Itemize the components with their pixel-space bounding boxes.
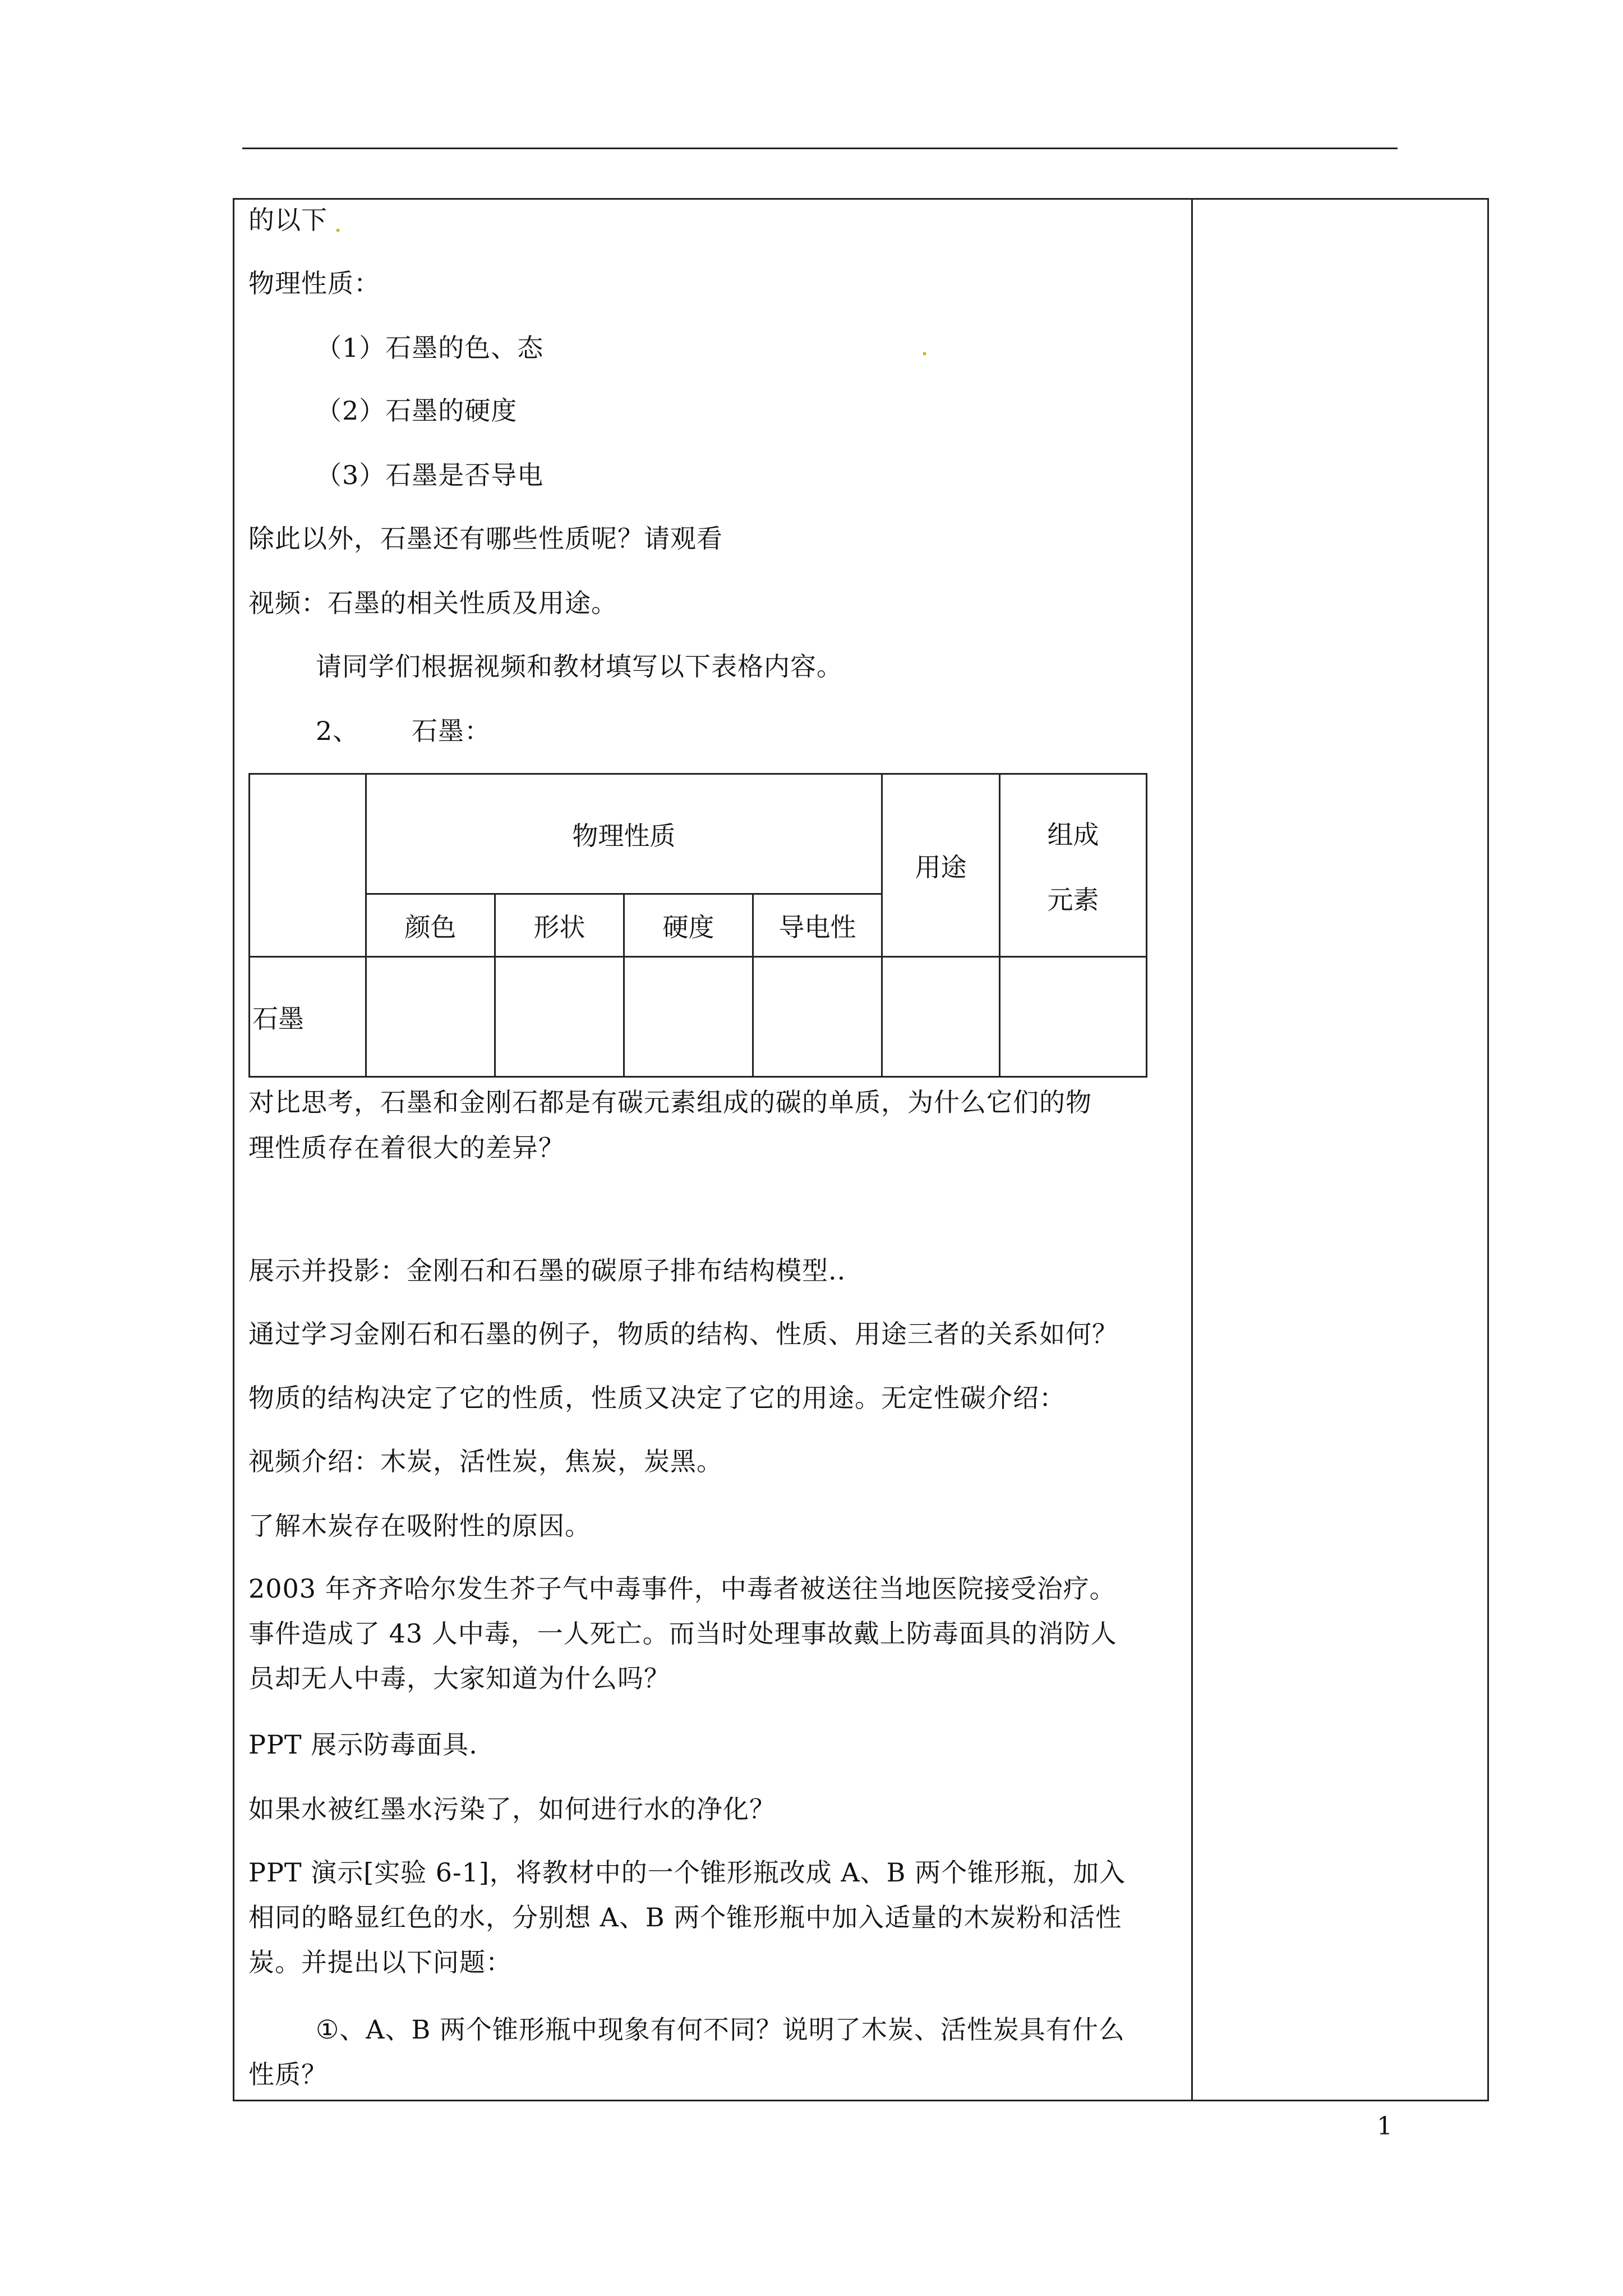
text-line: 对比思考，石墨和金刚石都是有碳元素组成的碳的单质，为什么它们的物: [248, 1087, 1092, 1117]
header-color: 颜色: [366, 894, 495, 957]
header-conductivity: 导电性: [753, 894, 882, 957]
text-line: 事件造成了 43 人中毒，一人死亡。而当时处理事故戴上防毒面具的消防人: [248, 1618, 1117, 1649]
cell-use: [882, 957, 1000, 1077]
header-use: 用途: [882, 774, 1000, 957]
cell-shape: [495, 957, 624, 1077]
text-line: ①、A、B 两个锥形瓶中现象有何不同？说明了木炭、活性炭具有什么: [316, 2014, 1125, 2045]
text-line: 2003 年齐齐哈尔发生芥子气中毒事件，中毒者被送往当地医院接受治疗。: [248, 1573, 1116, 1604]
text-line: 视频：石墨的相关性质及用途。: [248, 588, 617, 618]
header-physical-properties: 物理性质: [366, 774, 882, 894]
corner-cell: [250, 774, 366, 957]
cell-color: [366, 957, 495, 1077]
text-line: 展示并投影：金刚石和石墨的碳原子排布结构模型..: [248, 1255, 846, 1286]
section-heading: 2、 石墨：: [316, 716, 491, 746]
text-line: 请同学们根据视频和教材填写以下表格内容。: [316, 651, 843, 682]
header-composition-line2: 元素: [1047, 884, 1099, 915]
text-line: PPT 展示防毒面具.: [248, 1729, 478, 1760]
speck: [923, 352, 926, 355]
text-line: PPT 演示[实验 6-1]，将教材中的一个锥形瓶改成 A、B 两个锥形瓶，加入: [248, 1857, 1126, 1888]
text-line: （1）石墨的色、态: [316, 333, 544, 363]
header-shape: 形状: [495, 894, 624, 957]
header-composition: [1000, 774, 1147, 957]
speck: [336, 229, 339, 232]
text-line: 的以下: [248, 205, 328, 235]
graphite-properties-table: [248, 773, 1147, 1078]
text-line: 相同的略显红色的水，分别想 A、B 两个锥形瓶中加入适量的木炭粉和活性: [248, 1902, 1122, 1932]
text-line: 视频介绍：木炭，活性炭，焦炭，炭黑。: [248, 1446, 723, 1476]
cell-composition: [1000, 957, 1147, 1077]
page-number: 1: [1377, 2112, 1393, 2141]
cell-hardness: [624, 957, 753, 1077]
text-line: 通过学习金刚石和石墨的例子，物质的结构、性质、用途三者的关系如何？: [248, 1319, 1118, 1349]
text-line: 了解木炭存在吸附性的原因。: [248, 1511, 591, 1541]
text-line: 炭。并提出以下问题：: [248, 1947, 512, 1977]
cell-conductivity: [753, 957, 882, 1077]
header-hardness: 硬度: [624, 894, 753, 957]
column-divider: [1191, 198, 1193, 2101]
text-line: 物理性质：: [248, 268, 380, 298]
header-composition-line1: 组成: [1047, 819, 1099, 850]
row-label-graphite: 石墨: [250, 957, 366, 1077]
text-line: （2）石墨的硬度: [316, 395, 518, 426]
text-line: 员却无人中毒，大家知道为什么吗？: [248, 1663, 670, 1694]
text-line: 如果水被红墨水污染了，如何进行水的净化？: [248, 1794, 776, 1824]
text-line: 理性质存在着很大的差异？: [248, 1133, 565, 1163]
text-line: 物质的结构决定了它的性质，性质又决定了它的用途。无定性碳介绍：: [248, 1383, 1066, 1413]
text-line: 性质？: [248, 2059, 328, 2090]
text-line: 除此以外，石墨还有哪些性质呢？请观看: [248, 523, 723, 554]
text-line: （3）石墨是否导电: [316, 460, 544, 490]
header-rule: [242, 148, 1398, 149]
